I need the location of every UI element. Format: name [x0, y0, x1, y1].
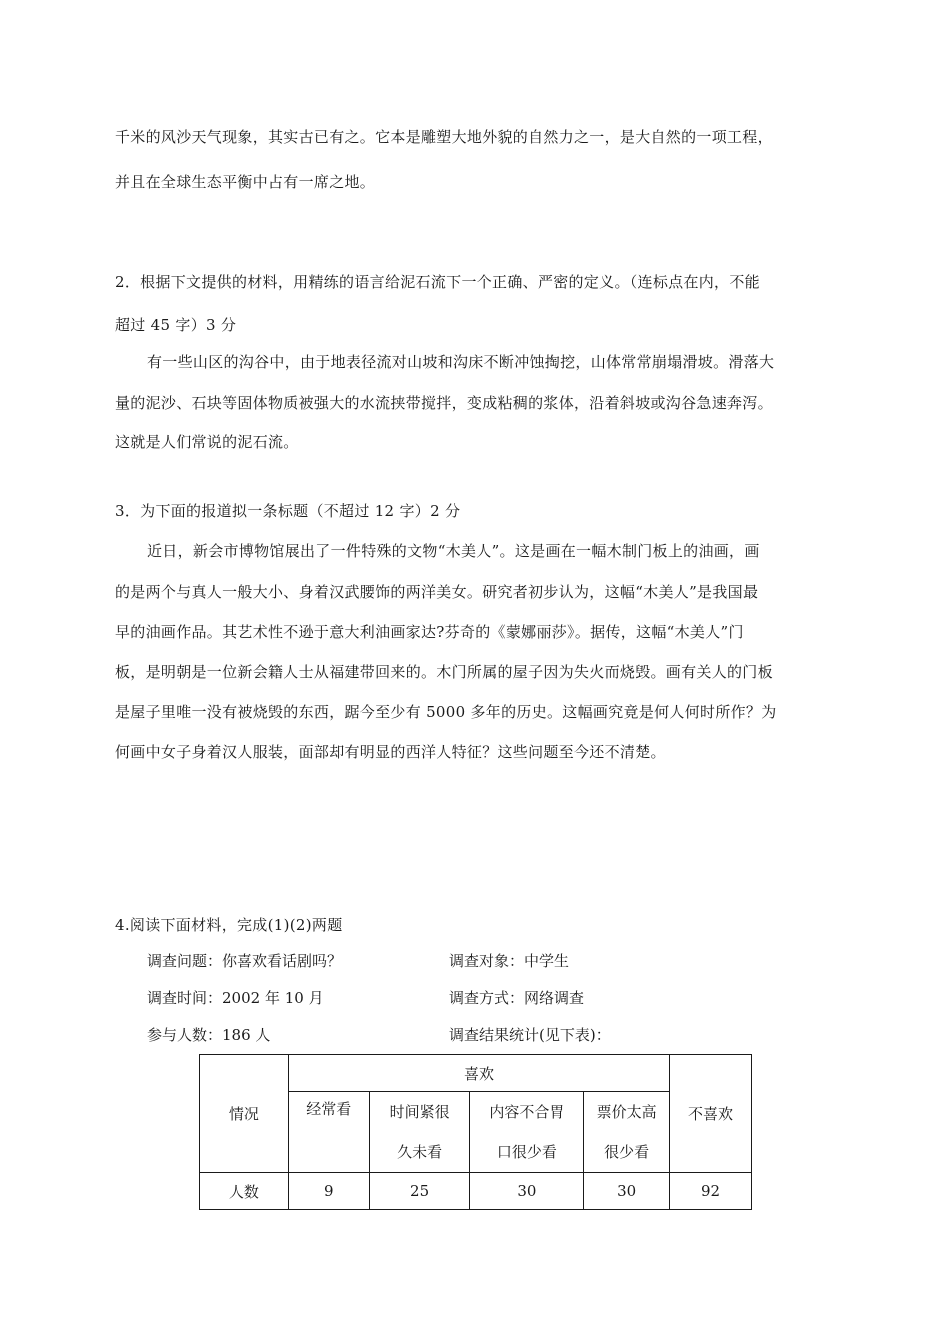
q3-paragraph-line-1: 近日，新会市博物馆展出了一件特殊的文物“木美人”。这是画在一幅木制门板上的油画，画	[147, 542, 760, 560]
table-value-often: 9	[288, 1173, 369, 1210]
survey-participants: 参与人数：186 人	[147, 1026, 271, 1044]
table-price-header	[584, 1092, 670, 1173]
q3-paragraph-line-3: 早的油画作品。其艺术性不逊于意大利油画家达?芬奇的《蒙娜丽莎》。据传，这幅“木美人”门	[115, 623, 744, 641]
intro-line-1: 千米的风沙天气现象，其实古已有之。它本是雕塑大地外貌的自然力之一，是大自然的一项工程，	[115, 128, 773, 146]
survey-target: 调查对象：中学生	[449, 952, 570, 970]
table-row-label: 人数	[200, 1173, 289, 1210]
table-time-header-line-2: 久未看	[397, 1143, 443, 1161]
survey-table	[199, 1054, 752, 1210]
table-price-header-line-2: 很少看	[604, 1143, 650, 1161]
q3-prompt: 3．为下面的报道拟一条标题（不超过 12 字）2 分	[115, 502, 461, 520]
survey-question: 调查问题：你喜欢看话剧吗？	[147, 952, 343, 970]
table-often-header: 经常看	[288, 1092, 369, 1173]
q2-paragraph-line-2: 量的泥沙、石块等固体物质被强大的水流挟带搅拌，变成粘稠的浆体，沿着斜坡或沟谷急速奔泻。	[115, 394, 773, 412]
table-time-header	[369, 1092, 470, 1173]
q3-paragraph-line-2: 的是两个与真人一般大小、身着汉武腰饰的两洋美女。研究者初步认为，这幅“木美人”是我国最	[115, 583, 759, 601]
table-value-price: 30	[584, 1173, 670, 1210]
intro-line-2: 并且在全球生态平衡中占有一席之地。	[115, 173, 376, 191]
table-content-header-line-1: 内容不合胃	[489, 1103, 565, 1121]
q2-prompt-line-2: 超过 45 字）3 分	[115, 316, 237, 334]
q3-paragraph-line-6: 何画中女子身着汉人服装，面部却有明显的西洋人特征？这些问题至今还不清楚。	[115, 743, 666, 761]
table-value-time: 25	[369, 1173, 470, 1210]
table-dislike-header: 不喜欢	[670, 1055, 752, 1173]
table-corner-header: 情况	[200, 1055, 289, 1173]
survey-time: 调查时间：2002 年 10 月	[147, 989, 324, 1007]
q2-prompt-line-1: 2．根据下文提供的材料，用精练的语言给泥石流下一个正确、严密的定义。（连标点在内，不能	[115, 273, 760, 291]
table-time-header-line-1: 时间紧很	[389, 1103, 450, 1121]
table-content-header-line-2: 口很少看	[496, 1143, 557, 1161]
table-value-dislike: 92	[670, 1173, 752, 1210]
survey-results-label: 调查结果统计(见下表)：	[449, 1026, 611, 1044]
q3-paragraph-line-4: 板，是明朝是一位新会籍人士从福建带回来的。木门所属的屋子因为失火而烧毁。画有关人的门板	[115, 663, 773, 681]
survey-method: 调查方式：网络调查	[449, 989, 585, 1007]
table-like-header: 喜欢	[288, 1055, 669, 1092]
table-value-content: 30	[470, 1173, 584, 1210]
q4-prompt: 4.阅读下面材料，完成(1)(2)两题	[115, 916, 343, 934]
q3-paragraph-line-5: 是屋子里唯一没有被烧毁的东西，踞今至少有 5000 多年的历史。这幅画究竟是何人何时所作？为	[115, 703, 777, 721]
q2-paragraph-line-3: 这就是人们常说的泥石流。	[115, 433, 299, 451]
table-price-header-line-1: 票价太高	[596, 1103, 657, 1121]
table-content-header	[470, 1092, 584, 1173]
q2-paragraph-line-1: 有一些山区的沟谷中，由于地表径流对山坡和沟床不断冲蚀掏挖，山体常常崩塌滑坡。滑落大	[147, 353, 775, 371]
